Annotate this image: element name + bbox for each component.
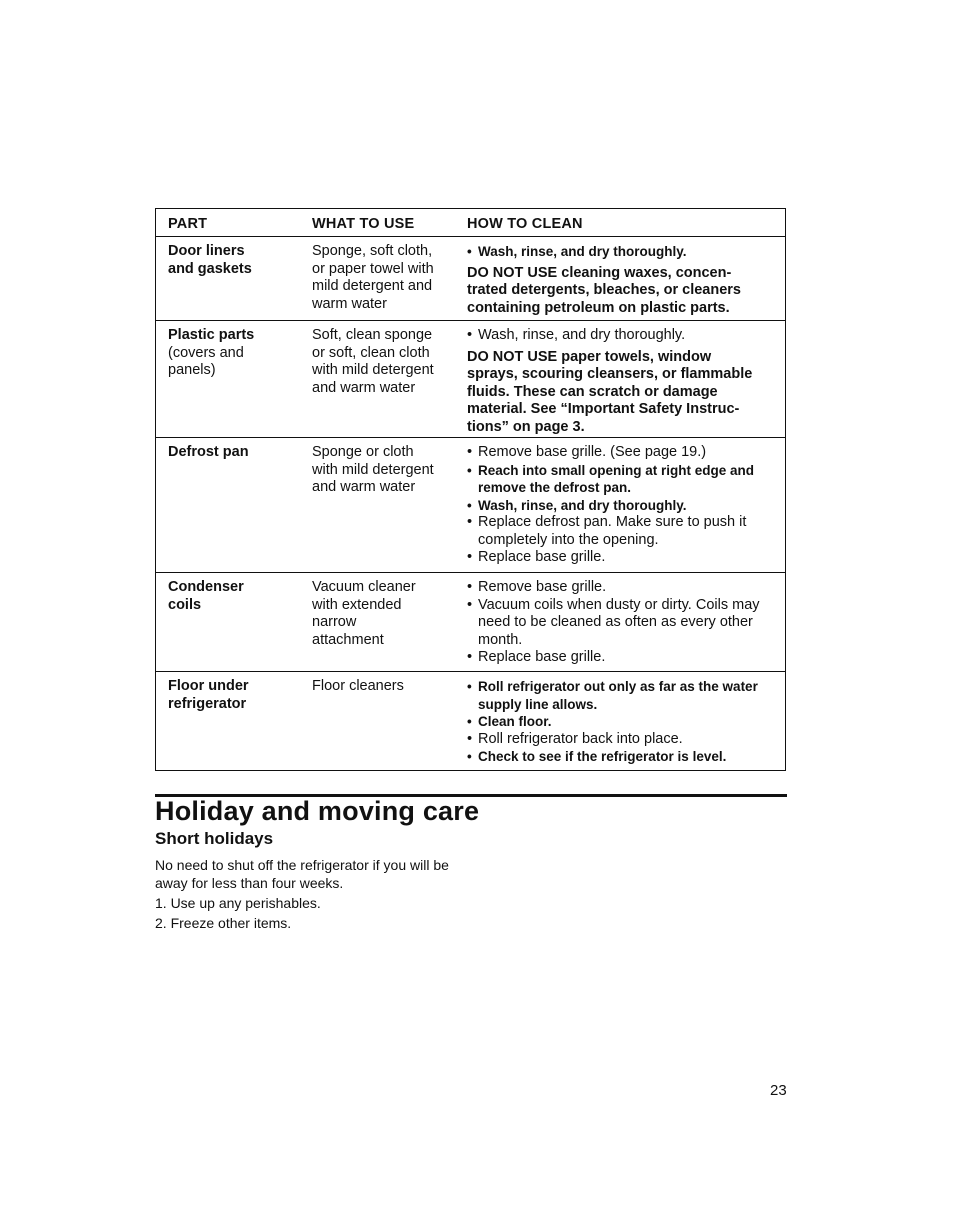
what-line: mild detergent and bbox=[312, 278, 433, 294]
clean-step: • Check to see if the refrigerator is level. bbox=[467, 748, 779, 766]
clean-step: • Remove base grille. bbox=[467, 579, 779, 597]
clean-step: • Remove base grille. (See page 19.) bbox=[467, 444, 779, 462]
clean-step: • Wash, rinse, and dry thoroughly. bbox=[467, 497, 779, 515]
list-item: 2. Freeze other items. bbox=[155, 915, 292, 931]
part-cell bbox=[168, 444, 308, 462]
warning-text bbox=[467, 349, 779, 437]
part-name: refrigerator bbox=[168, 695, 247, 712]
part-note: (covers and bbox=[168, 344, 244, 361]
section-title: Holiday and moving care bbox=[155, 796, 480, 826]
part-name: Condenser bbox=[168, 579, 244, 595]
what-line: or paper towel with bbox=[312, 260, 434, 277]
warning-line: sprays, scouring cleansers, or flammable bbox=[467, 366, 753, 382]
warning-line: containing petroleum on plastic parts. bbox=[467, 299, 730, 316]
what-line: with mild detergent bbox=[312, 362, 434, 378]
clean-step: • Clean floor. bbox=[467, 713, 779, 731]
what-line: or soft, clean cloth bbox=[312, 344, 430, 361]
part-cell bbox=[168, 678, 308, 713]
warning-line: trated detergents, bleaches, or cleaners bbox=[467, 282, 741, 298]
how-cell bbox=[467, 243, 779, 317]
how-cell bbox=[467, 579, 779, 667]
clean-step: • Replace base grille. bbox=[467, 649, 779, 667]
clean-step: • Roll refrigerator out only as far as the water supply line allows. bbox=[467, 678, 779, 713]
warning-line: fluids. These can scratch or damage bbox=[467, 383, 718, 400]
table-row bbox=[156, 320, 785, 437]
clean-step: • Wash, rinse, and dry thoroughly. bbox=[467, 327, 779, 345]
warning-line: tions” on page 3. bbox=[467, 418, 585, 435]
part-note: panels) bbox=[168, 362, 216, 378]
what-cell bbox=[312, 444, 460, 497]
clean-step: • Reach into small opening at right edge and remove the defrost pan. bbox=[467, 462, 779, 497]
holiday-steps-list bbox=[155, 893, 321, 933]
what-cell bbox=[312, 243, 460, 313]
subsection-title: Short holidays bbox=[155, 829, 274, 848]
cleaning-table bbox=[155, 208, 786, 771]
part-name: Defrost pan bbox=[168, 444, 249, 460]
what-line: narrow bbox=[312, 614, 357, 630]
warning-line: material. See “Important Safety Instruc- bbox=[467, 401, 740, 417]
part-cell bbox=[168, 327, 308, 380]
table-header-row bbox=[156, 209, 785, 236]
part-name: Door liners bbox=[168, 243, 245, 259]
what-cell bbox=[312, 579, 460, 649]
what-line: and warm water bbox=[312, 379, 416, 396]
what-cell bbox=[312, 678, 460, 696]
table-row bbox=[156, 671, 785, 770]
what-line: Floor cleaners bbox=[312, 678, 404, 694]
part-name: and gaskets bbox=[168, 260, 252, 277]
warning-text bbox=[467, 265, 779, 318]
how-cell bbox=[467, 327, 779, 436]
table-row bbox=[156, 572, 785, 671]
clean-step: • Vacuum coils when dusty or dirty. Coils may need to be cleaned as often as every other month. bbox=[467, 597, 779, 650]
what-line: Sponge or cloth bbox=[312, 444, 414, 460]
part-name: coils bbox=[168, 596, 202, 613]
how-cell bbox=[467, 678, 779, 766]
warning-line: DO NOT USE paper towels, window bbox=[467, 348, 712, 365]
clean-step: • Wash, rinse, and dry thoroughly. bbox=[467, 243, 779, 261]
clean-step: • Roll refrigerator back into place. bbox=[467, 731, 779, 749]
what-line: Sponge, soft cloth, bbox=[312, 243, 433, 259]
what-cell bbox=[312, 327, 460, 397]
page-number: 23 bbox=[770, 1082, 787, 1099]
part-cell bbox=[168, 579, 308, 614]
what-line: and warm water bbox=[312, 479, 416, 495]
what-line: with extended bbox=[312, 596, 402, 613]
header-how-to-clean: HOW TO CLEAN bbox=[467, 216, 583, 232]
header-what-to-use: WHAT TO USE bbox=[312, 216, 415, 232]
what-line: Soft, clean sponge bbox=[312, 327, 433, 343]
intro-paragraph: No need to shut off the refrigerator if you will be away for less than four weeks. bbox=[155, 857, 449, 891]
clean-step: • Replace defrost pan. Make sure to push it completely into the opening. bbox=[467, 514, 779, 549]
table-row bbox=[156, 437, 785, 572]
clean-step: • Replace base grille. bbox=[467, 549, 779, 567]
what-line: attachment bbox=[312, 631, 384, 648]
list-item: 1. Use up any perishables. bbox=[155, 895, 321, 911]
how-cell bbox=[467, 444, 779, 567]
what-line: Vacuum cleaner bbox=[312, 579, 416, 595]
header-part: PART bbox=[168, 216, 208, 232]
warning-line: DO NOT USE cleaning waxes, concen- bbox=[467, 264, 732, 281]
what-line: with mild detergent bbox=[312, 461, 434, 478]
part-cell bbox=[168, 243, 308, 278]
part-name: Plastic parts bbox=[168, 327, 255, 343]
part-name: Floor under bbox=[168, 678, 249, 694]
table-row bbox=[156, 236, 785, 320]
what-line: warm water bbox=[312, 295, 387, 312]
